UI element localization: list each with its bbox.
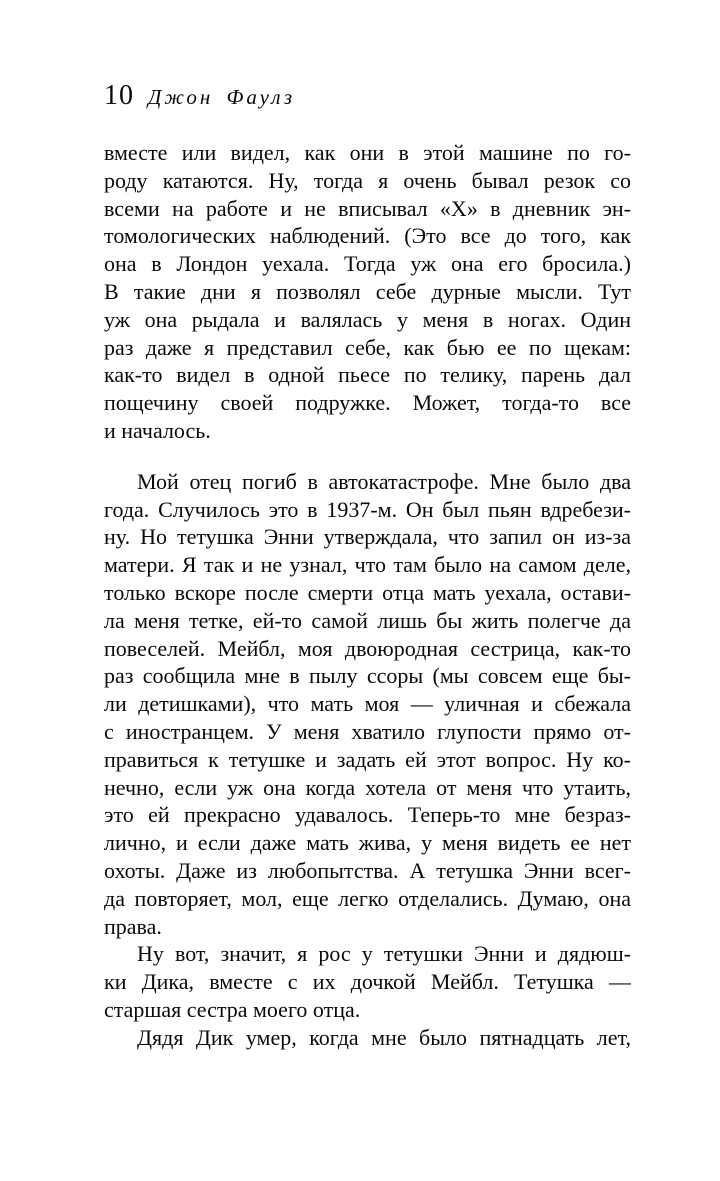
text-line: нечно, если уж она когда хотела от меня что утаить, [104, 774, 631, 800]
text-line: уж она рыдала и валялась у меня в ногах. Один [104, 306, 631, 332]
page-number: 10 [104, 80, 134, 111]
text-line: правиться к тетушке и задать ей этот вопрос. Ну ко- [104, 746, 631, 772]
text-line: Дядя Дик умер, когда мне было пятнадцать лет, [137, 1024, 631, 1050]
body-text [104, 139, 631, 1052]
text-line: томологических наблюдений. (Это все до того, как [104, 223, 631, 249]
text-line: матери. Я так и не узнал, что там было на самом деле, [104, 552, 631, 578]
text-line: права. [104, 913, 162, 939]
text-line: лично, и если даже мать жива, у меня видеть ее нет [104, 830, 631, 856]
text-line: это ей прекрасно удавалось. Теперь-то мне безраз- [104, 802, 631, 828]
text-line: только вскоре после смерти отца мать уехала, остави- [104, 579, 631, 605]
text-line: ну. Но тетушка Энни утверждала, что запил он из-за [104, 524, 631, 550]
text-line: Мой отец погиб в автокатастрофе. Мне было два [137, 468, 631, 494]
text-line: года. Случилось это в 1937-м. Он был пьян вдребези- [104, 496, 631, 522]
text-line: да повторяет, мол, еще легко отделались. Думаю, она [104, 885, 631, 911]
text-line: ла меня тетке, ей-то самой лишь бы жить полегче да [104, 607, 631, 633]
paragraph [104, 1024, 631, 1052]
text-line: как-то видел в одной пьесе по телику, парень дал [104, 362, 631, 388]
text-line: повеселей. Мейбл, моя двоюродная сестрица, как-то [104, 635, 631, 661]
text-line: охоты. Даже из любопытства. А тетушка Энни всег- [104, 857, 631, 883]
text-line: с иностранцем. У меня хватило глупости прямо от- [104, 718, 631, 744]
text-line: Ну вот, значит, я рос у тетушки Энни и дядюш- [137, 941, 631, 967]
text-line: раз сообщила мне в пылу ссоры (мы совсем еще бы- [104, 663, 631, 689]
text-line: роду катаются. Ну, тогда я очень бывал резок со [104, 167, 631, 193]
text-line: старшая сестра моего отца. [104, 996, 361, 1022]
text-line: ки Дика, вместе с их дочкой Мейбл. Тетушка — [104, 969, 631, 995]
text-line: и началось. [104, 417, 211, 443]
text-line: она в Лондон уехала. Тогда уж она его бросила.) [104, 251, 631, 277]
text-line: пощечину своей подружке. Может, тогда-то все [104, 390, 631, 416]
text-line: вместе или видел, как они в этой машине по го- [104, 140, 631, 165]
text-line: ли детишками), что мать моя — уличная и сбежала [104, 691, 631, 717]
paragraph [104, 468, 631, 941]
paragraph [104, 940, 631, 1023]
page-header [104, 82, 632, 111]
paragraph [104, 139, 631, 445]
text-line: раз даже я представил себе, как бью ее по щекам: [104, 334, 631, 360]
text-line: всеми на работе и не вписывал «Х» в дневник эн- [104, 195, 631, 221]
running-title: Джон Фаулз [148, 85, 296, 109]
text-line: В такие дни я позволял себе дурные мысли. Тут [104, 278, 631, 304]
